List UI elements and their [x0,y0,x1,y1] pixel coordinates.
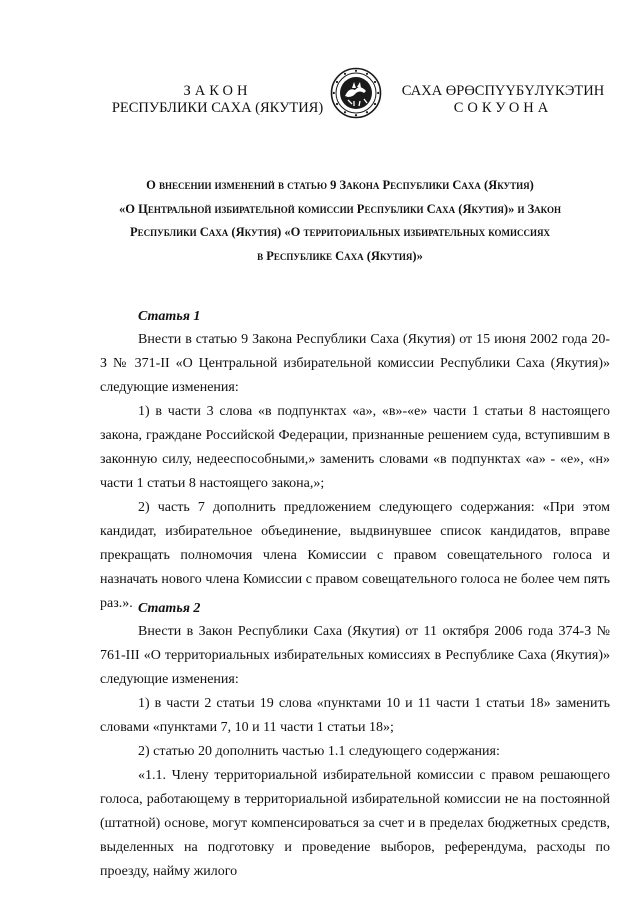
article-2-paragraph-4: «1.1. Члену территориальной избирательной комиссии с правом решающего голоса, работающему в территориальной избирательной комиссии не на постоянной (штатной) основе, могут компенсироваться за счет и в пределах бюджетных средств, выделенных на подготовку и проведение выборов, референдума, расходы по проезду, найму жилого [100,768,610,879]
title-line-1: О внесении изменений в статью 9 Закона Республики Саха (Якутия) [146,178,534,192]
document-title [60,174,620,268]
article-2-body [100,620,610,884]
title-line-3: Республики Саха (Якутия) «О территориальных избирательных комиссиях [129,225,551,239]
header-right-line1: САХА ӨРӨСПҮҮБҮЛҮКЭТИН [401,83,605,99]
article-1-paragraph-3: 2) часть 7 дополнить предложением следующего содержания: «При этом кандидат, избирательное объединение, выдвинувшее список кандидатов, вправе прекращать полномочия члена Комиссии с правом совещательного голоса и назначать нового члена Комиссии с правом совещательного голоса не более чем пять раз.». [100,500,610,611]
article-2-paragraph-2: 1) в части 2 статьи 19 слова «пунктами 10 и 11 части 1 статьи 18» заменить словами «пунктами 7, 10 и 11 части 1 статьи 18»; [100,696,610,735]
article-2-paragraph-1: Внести в Закон Республики Саха (Якутия) от 11 октября 2006 года 374-З № 761-III «О территориальных избирательных комиссиях в Республике Саха (Якутия)» следующие изменения: [100,624,610,687]
header-left-line1: ЗАКОН [183,83,252,99]
article-1-heading: Статья 1 [138,309,201,324]
article-2-paragraph-3: 2) статью 20 дополнить частью 1.1 следующего содержания: [138,744,500,759]
header-right [388,83,618,117]
article-1-paragraph-1: Внести в статью 9 Закона Республики Саха (Якутия) от 15 июня 2002 года 20-З № 371-II «О Центральной избирательной комиссии Республики Саха (Якутия)» следующие изменения: [100,332,610,395]
header-right-line2: СОКУОНА [453,100,553,116]
article-1-paragraph-2: 1) в части 3 слова «в подпунктах «а», «в»-«е» части 1 статьи 8 настоящего закона, граждане Российской Федерации, признанные решением суда, вступившим в законную силу, недееспособными,» заменить словами «в подпунктах «а» - «е», «н» части 1 статьи 8 настоящего закона,»; [100,404,610,491]
header-left-line2: РЕСПУБЛИКИ САХА (ЯКУТИЯ) [111,100,324,116]
title-line-2: «О Центральной избирательной комиссии Республики Саха (Якутия)» и Закон [119,201,561,216]
title-line-4: в Республике Саха (Якутия)» [257,248,423,263]
header-left [100,83,335,117]
article-2-heading: Статья 2 [138,601,201,616]
coat-of-arms-icon [330,67,382,119]
article-1-body [100,328,610,616]
